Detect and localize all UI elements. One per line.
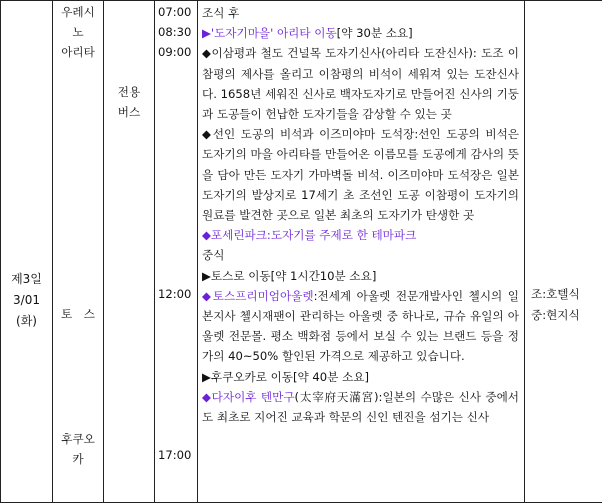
city-fukuoka: 후쿠오 카 (53, 429, 103, 469)
desc-izumiyama: ◆선인 도공의 비석과 이즈미야마 도석장:선인 도공의 비석은 도자기의 마을 아리타를 만들어온 이름모를 도공에게 감사의 뜻을 담아 만든 도자기 가마벽돌 비석. 이즈미야마 도석장은 일본 도자기의 발상지로 17세기 초 조선인 도공 이참평이 도자기의 원료를 발견한 곳으로 일본 최초의 도자기가 탄생한 곳 (202, 124, 519, 225)
time-cell (155, 1, 198, 503)
city-cell (53, 1, 104, 503)
desc-move-fukuoka: ▶후쿠오카로 이동[약 40분 소요] (202, 367, 519, 387)
desc-tosu-outlet: ◆토스프리미엄아울렛:전세계 아울렛 전문개발사인 첼시의 일본지사 첼시재팬이 관리하는 아울렛 중 하나로, 규슈 유일의 아울렛 전문몰. 평소 백화점 등에서 보실 수 있는 브랜드 등을 정가의 40~50% 할인된 가격으로 제공하고 있습니다. (202, 286, 519, 367)
desc-lunch: 중식 (202, 245, 519, 265)
desc-porcelain-park: ◆포세린파크:도자기를 주제로 한 테마파크 (202, 225, 519, 245)
description-cell (198, 1, 525, 503)
desc-move-arita: ▶'도자기마을' 아리타 이동[약 30분 소요] (202, 23, 519, 43)
description-body (202, 3, 519, 427)
time-1200: 12:00 (158, 284, 191, 305)
desc-move-tosu: ▶토스로 이동[약 1시간10분 소요] (202, 266, 519, 286)
city-urishino-arita: 우레시 노 아리타 (53, 2, 103, 62)
desc-breakfast: 조식 후 (202, 3, 519, 23)
meal-breakfast: 조:호텔식 (531, 284, 580, 305)
table-row (1, 1, 602, 503)
desc-dazaifu: ◆다자이후 텐만구(太宰府天滿宮):일본의 수많은 신사 중에서도 최초로 지어진 교육과 학문의 신인 텐진을 섬기는 신사 (202, 387, 519, 427)
desc-dozan-shrine: ◆이삼평과 철도 건널목 도자기신사(아리타 도잔신사): 도조 이참평의 제사를 올리고 이참평의 비석이 세워져 있는 도잔신사다. 1658년 세워진 신사로 백자도자기로 만들어진 신사의 기둥과 도공들이 헌납한 도자기들을 감상할 수 있는 곳 (202, 43, 519, 124)
time-0700: 07:00 (158, 2, 191, 23)
meal-lunch: 중:현지식 (531, 305, 580, 326)
transport-label: 전용 버스 (104, 82, 154, 122)
transport-cell (104, 1, 155, 503)
time-1700: 17:00 (158, 445, 191, 466)
time-0830: 08:30 (158, 22, 191, 43)
day-cell (1, 1, 53, 503)
time-0900: 09:00 (158, 42, 191, 63)
meal-info (531, 284, 580, 326)
meal-cell (525, 1, 602, 503)
day-label: 제3일 3/01 (화) (1, 269, 52, 332)
city-tosu: 토 스 (53, 304, 103, 324)
